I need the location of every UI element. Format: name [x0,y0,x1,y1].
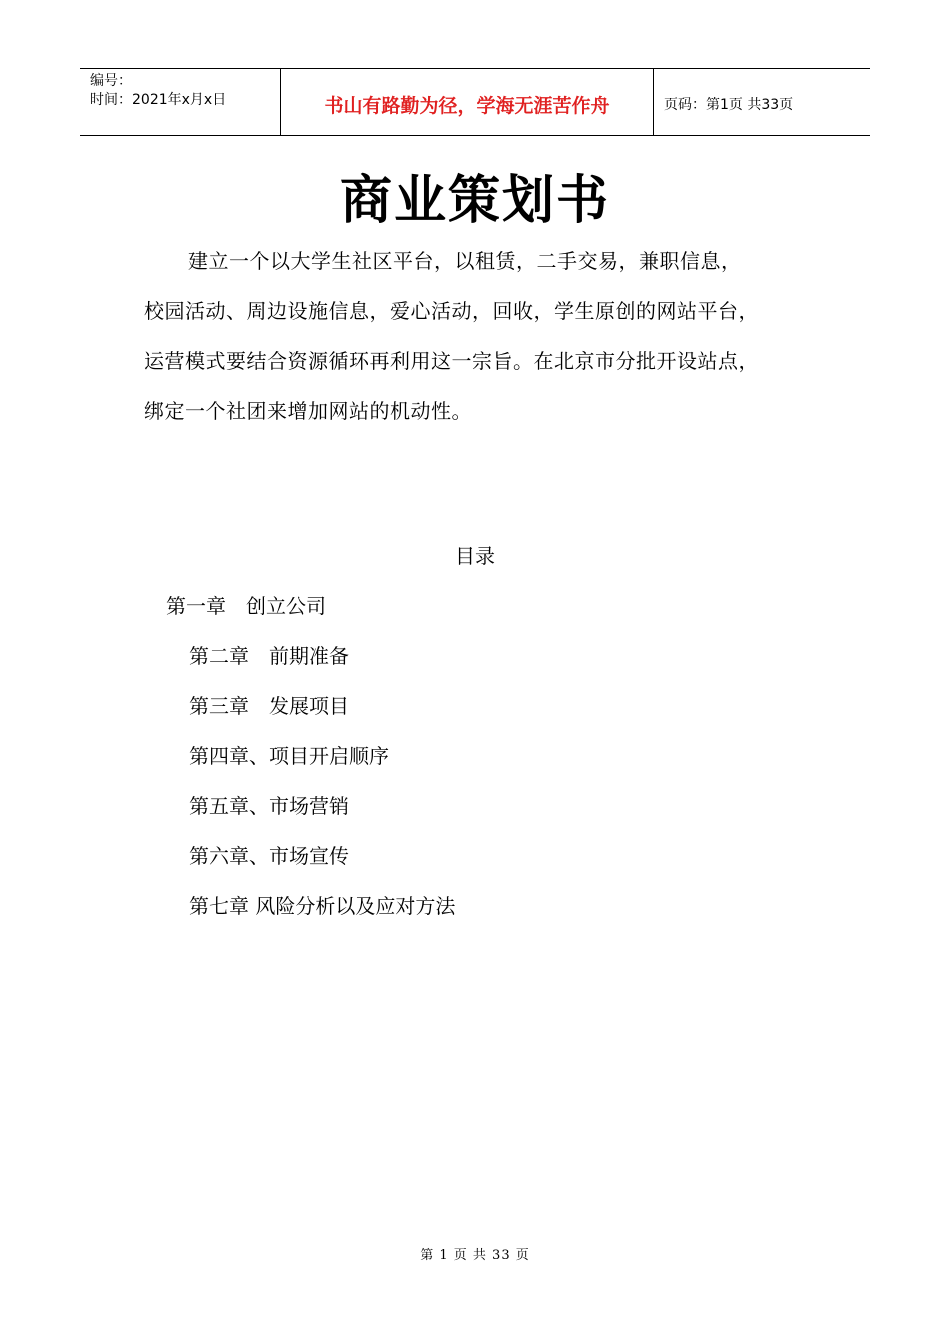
intro-paragraph [144,236,824,436]
header-meta-cell [80,69,281,135]
header-motto: 书山有路勤为径，学海无涯苦作舟 [281,69,654,135]
toc-item-chapter-7[interactable]: 第七章 风险分析以及应对方法 [189,894,456,918]
intro-line: 运营模式要结合资源循环再利用这一宗旨。在北京市分批开设站点， [144,349,759,373]
intro-line: 校园活动、周边设施信息，爱心活动，回收，学生原创的网站平台， [144,299,759,323]
toc-item-chapter-5[interactable]: 第五章、市场营销 [189,794,349,818]
toc-title: 目录 [455,544,495,568]
document-time-label: 时间：2021年x月x日 [90,92,227,108]
intro-line: 绑定一个社团来增加网站的机动性。 [144,399,472,423]
header-page-info: 页码：第1页 共33页 [664,97,794,113]
document-number-label: 编号： [90,73,132,89]
document-title: 商业策划书 [339,171,610,231]
toc-item-chapter-6[interactable]: 第六章、市场宣传 [189,844,349,868]
toc-item-chapter-3[interactable]: 第三章 发展项目 [189,694,349,718]
page-footer: 第 1 页 共 33 页 [420,1248,530,1263]
document-header [80,68,870,136]
toc-item-chapter-1[interactable]: 第一章 创立公司 [166,594,326,618]
intro-line: 建立一个以大学生社区平台，以租赁，二手交易，兼职信息， [188,249,742,273]
toc-item-chapter-2[interactable]: 第二章 前期准备 [189,644,349,668]
toc-item-chapter-4[interactable]: 第四章、项目开启顺序 [189,744,389,768]
